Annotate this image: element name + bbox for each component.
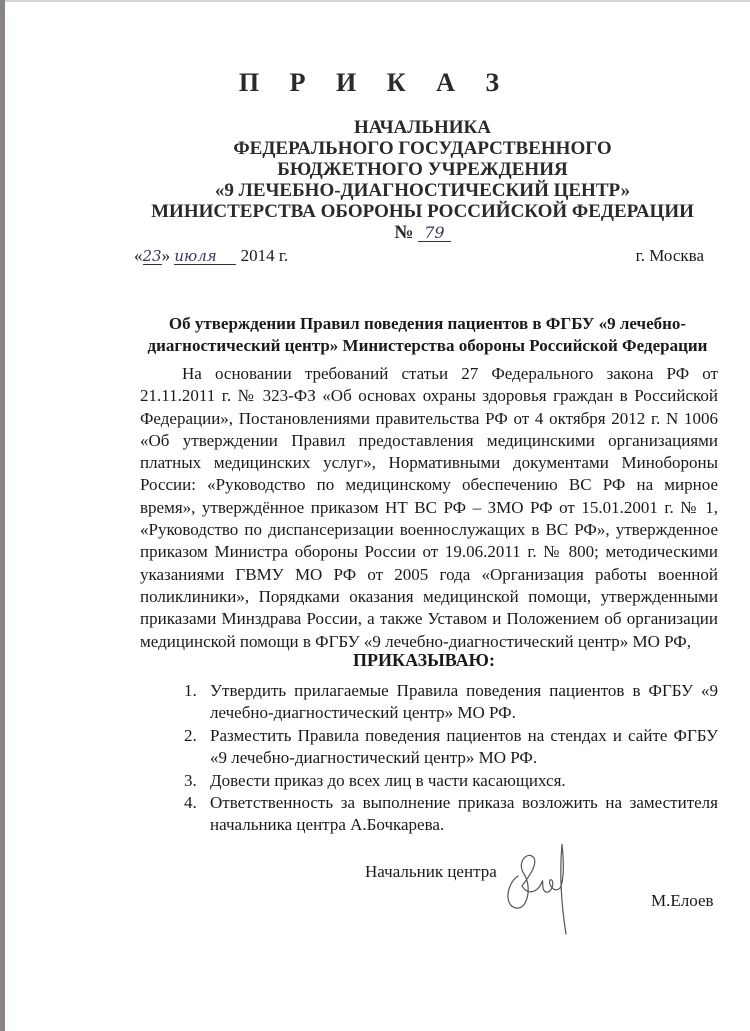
list-item xyxy=(178,792,718,837)
date-year: 2014 г. xyxy=(240,246,289,265)
order-items xyxy=(178,680,718,837)
date-month-handwritten: июля xyxy=(174,249,236,265)
date-day-handwritten: 23 xyxy=(142,247,162,265)
item-number: 4. xyxy=(184,793,197,813)
order-date xyxy=(134,246,288,266)
scan-edge-top xyxy=(5,0,750,2)
number-label: № xyxy=(394,222,414,243)
item-text: Утвердить прилагаемые Правила поведения пациентов в ФГБУ «9 лечебно-диагностический центр» МО РФ. xyxy=(210,681,718,723)
header-line: НАЧАЛЬНИКА xyxy=(353,117,492,138)
number-value-handwritten: 79 xyxy=(418,225,450,242)
signature-icon xyxy=(498,836,578,936)
item-text: Разместить Правила поведения пациентов на стендах и сайте ФГБУ «9 лечебно-диагностический центр» МО РФ. xyxy=(210,725,718,768)
item-number: 2. xyxy=(184,725,197,745)
scan-edge-left xyxy=(0,0,5,1031)
signer-name: М.Елоев xyxy=(651,891,714,910)
city: г. Москва xyxy=(635,246,704,265)
item-number: 1. xyxy=(184,681,197,700)
list-item xyxy=(178,680,718,725)
header-line: ФЕДЕРАЛЬНОГО ГОСУДАРСТВЕННОГО xyxy=(233,138,612,159)
list-item xyxy=(178,770,718,792)
header-line: МИНИСТЕРСТВА ОБОРОНЫ РОССИЙСКОЙ ФЕДЕРАЦИИ xyxy=(151,201,694,222)
preamble-paragraph: На основании требований статьи 27 Федерального закона РФ от 21.11.2011 г. № 323-ФЗ «Об основах охраны здоровья граждан в Российской Федерации», Постановлениями правительства РФ от 4 октября 2012 г. N 1006 «Об утверждении Правил предоставления медицинскими организациями платных медицинских услуг», Нормативными документами Минобороны России: «Руководство по медицинскому обеспечению ВС РФ на мирное время», утверждённое приказом НТ ВС РФ – ЗМО РФ от 15.01.2001 г. № 1, «Руководство по диспансеризации военнослужащих в ВС РФ», утвержденное приказом Министра обороны России от 19.06.2011 г. № 800; методическими указаниями ГВМУ МО РФ от 2005 года «Организация работы военной поликлиники», Порядками оказания медицинской помощи, утвержденными приказами Минздрава России, а также Уставом и Положением об организации медицинской помощи в ФГБУ «9 лечебно-диагностический центр» МО РФ, xyxy=(140,364,718,651)
header-line: «9 ЛЕЧЕБНО-ДИАГНОСТИЧЕСКИЙ ЦЕНТР» xyxy=(214,180,631,201)
date-quote-close: » xyxy=(161,246,171,265)
date-quote-open: « xyxy=(134,246,143,265)
order-number xyxy=(150,222,695,243)
order-heading: ПРИКАЗЫВАЮ: xyxy=(353,650,495,670)
header-line: БЮДЖЕТНОГО УЧРЕЖДЕНИЯ xyxy=(277,159,568,180)
issuer-header xyxy=(150,117,695,243)
item-text: Довести приказ до всех лиц в части касающихся. xyxy=(210,770,566,790)
item-text: Ответственность за выполнение приказа возложить на заместителя начальника центра А.Бочкарева. xyxy=(210,793,718,835)
document-title: П Р И К А З xyxy=(238,68,512,97)
list-item xyxy=(178,725,718,770)
signer-title: Начальник центра xyxy=(365,862,497,881)
item-number: 3. xyxy=(184,770,197,790)
order-subject: Об утверждении Правил поведения пациентов в ФГБУ «9 лечебно-диагностический центр» Министерства обороны Российской Федерации xyxy=(147,314,708,355)
